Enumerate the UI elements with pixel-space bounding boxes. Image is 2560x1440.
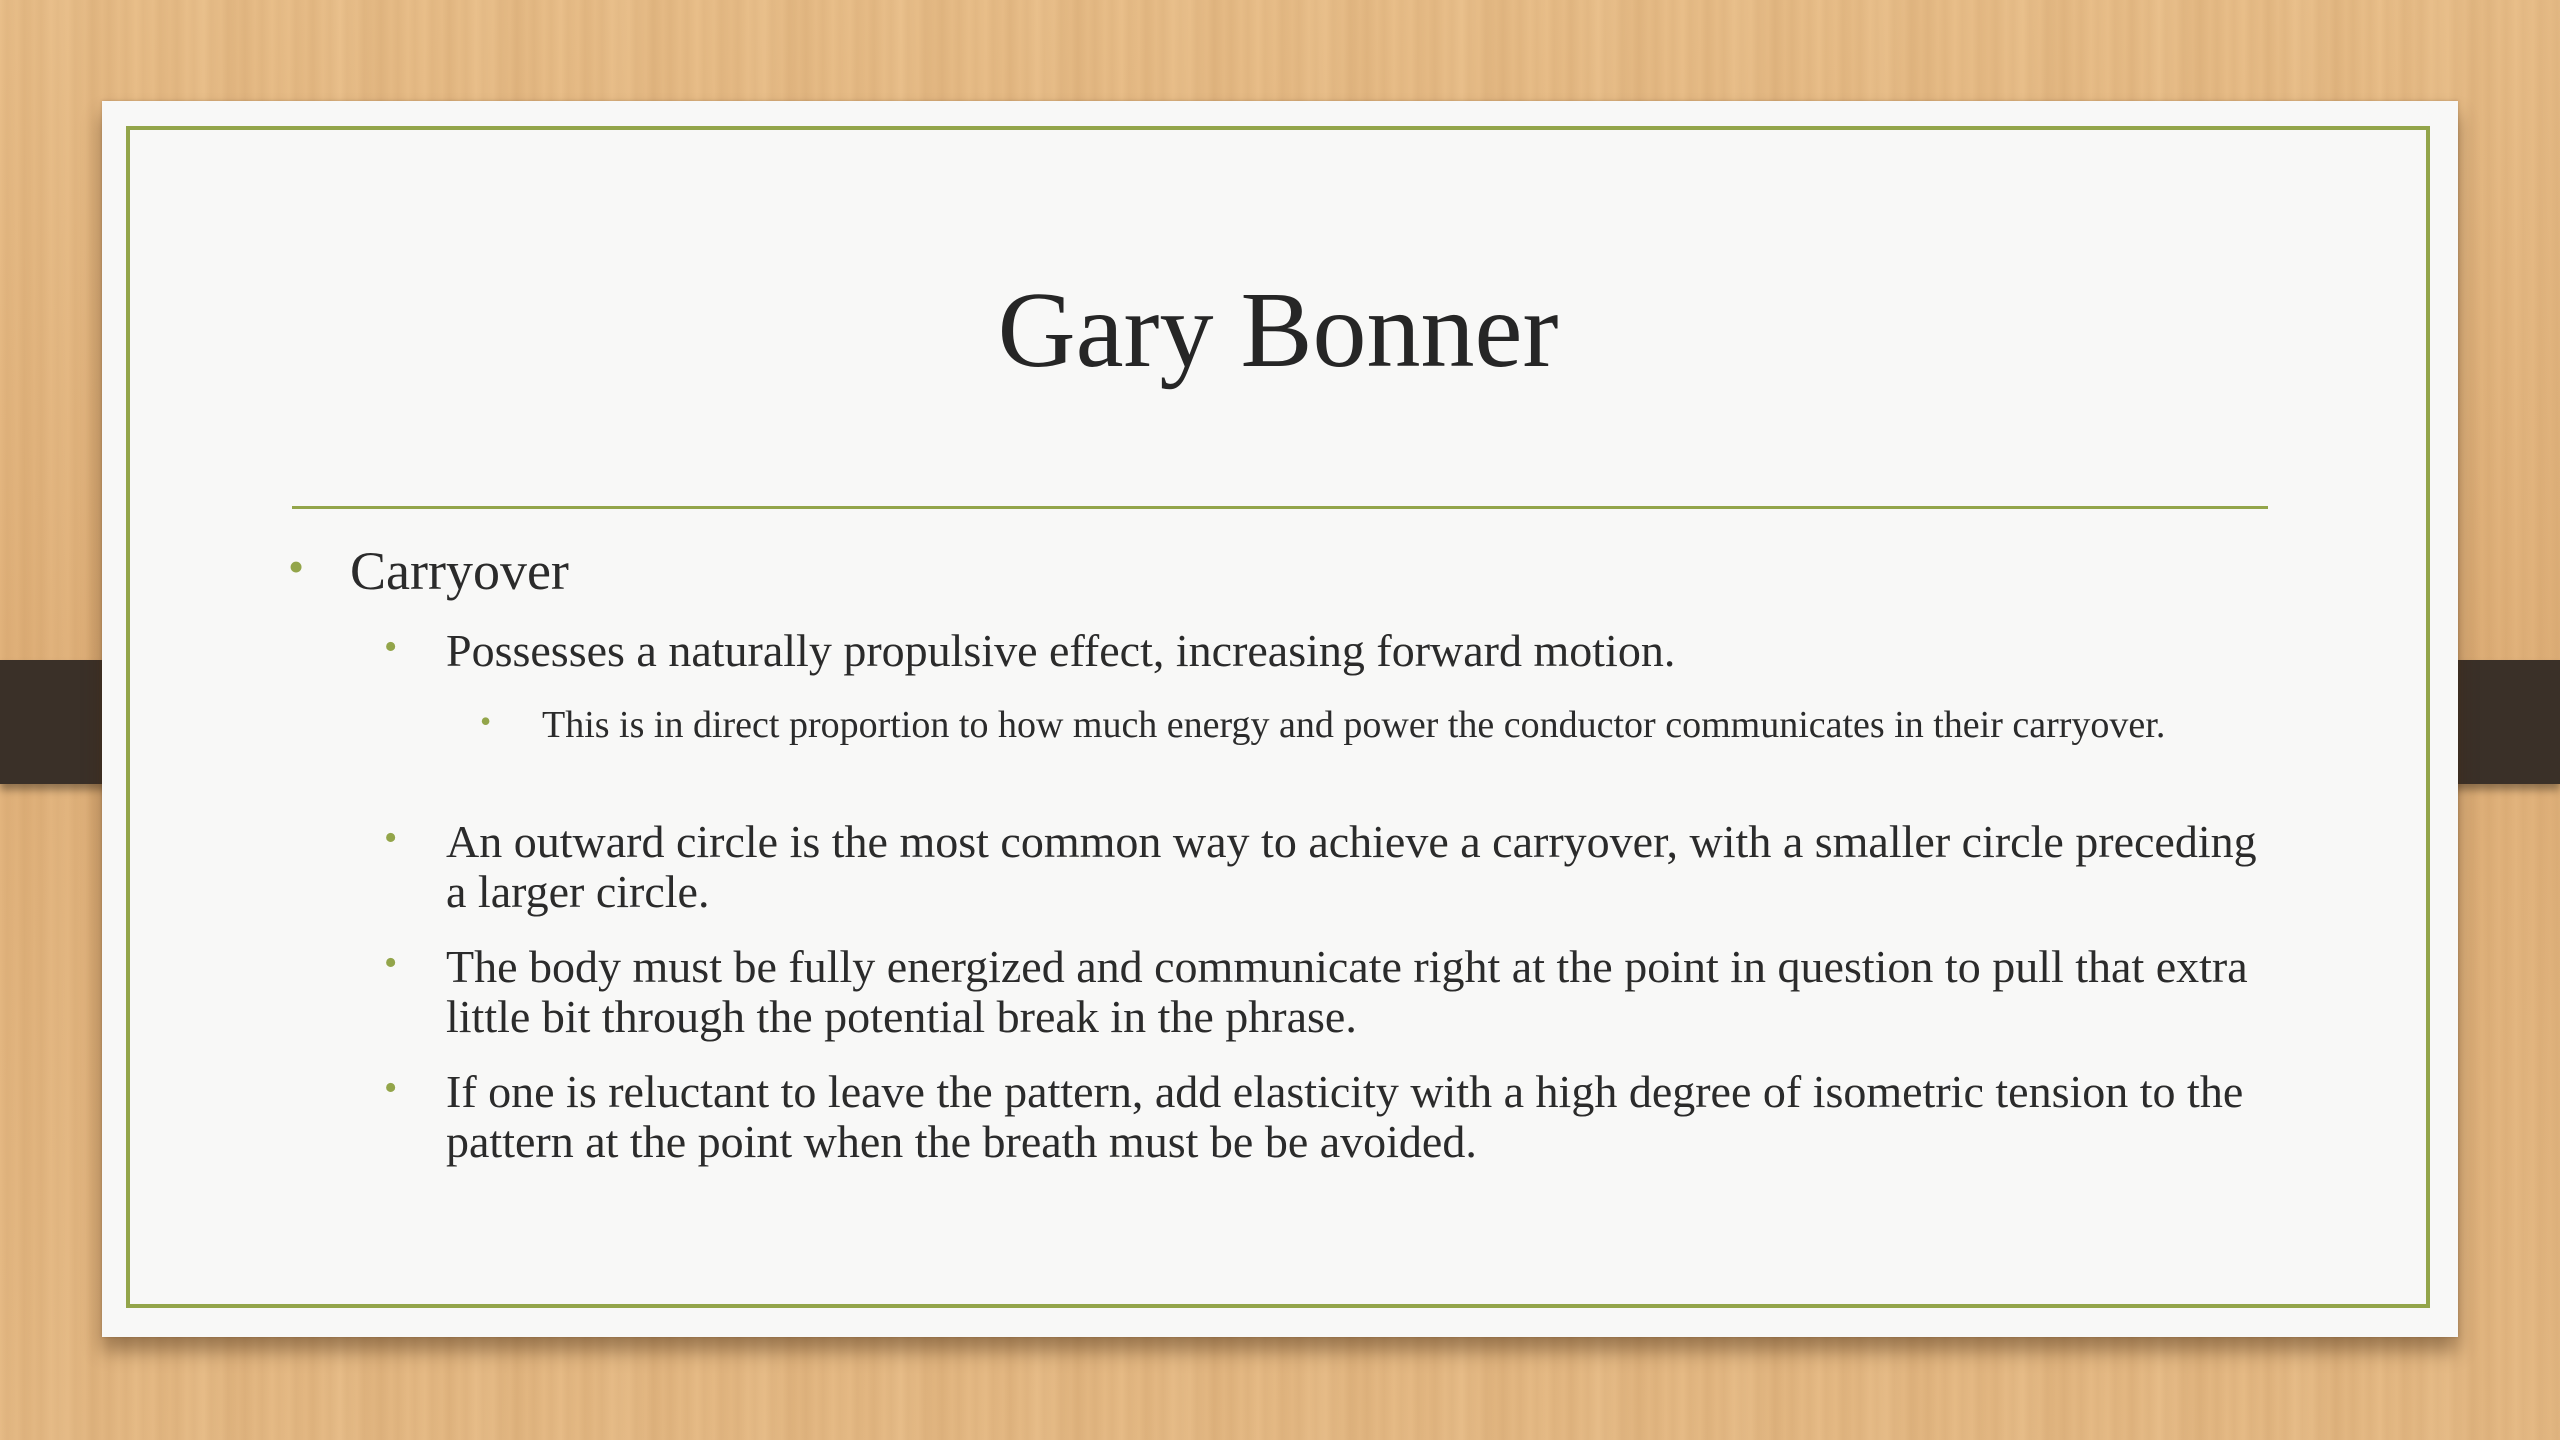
bullet-text: This is in direct proportion to how much energy and power the conductor communicates in their carryover. — [542, 704, 2166, 746]
bullet-direct-proportion — [480, 703, 2270, 747]
bullet-dot-icon: • — [384, 1067, 398, 1109]
bullet-propulsive-effect — [384, 625, 2272, 676]
bullet-isometric-tension — [384, 1066, 2272, 1167]
bullet-body-energized — [384, 941, 2272, 1042]
bullet-dot-icon: • — [480, 703, 492, 739]
title-divider — [292, 506, 2268, 509]
bullet-text: If one is reluctant to leave the pattern, add elasticity with a high degree of isometric tension to the pattern at the point when the breath must be be avoided. — [446, 1066, 2244, 1167]
bullet-dot-icon: • — [384, 942, 398, 984]
slide-title: Gary Bonner — [997, 271, 1559, 390]
bullet-carryover — [288, 536, 569, 606]
bullet-text: Carryover — [350, 541, 569, 601]
bullet-outward-circle — [384, 816, 2272, 917]
bullet-text: The body must be fully energized and communicate right at the point in question to pull that extra little bit through the potential break in the phrase. — [446, 941, 2248, 1042]
bullet-dot-icon: • — [384, 817, 398, 859]
bullet-text: An outward circle is the most common way to achieve a carryover, with a smaller circle preceding a larger circle. — [446, 816, 2257, 917]
bullet-text: Possesses a naturally propulsive effect, increasing forward motion. — [446, 625, 1676, 676]
bullet-dot-icon: • — [384, 626, 398, 668]
bullet-dot-icon: • — [288, 541, 305, 592]
